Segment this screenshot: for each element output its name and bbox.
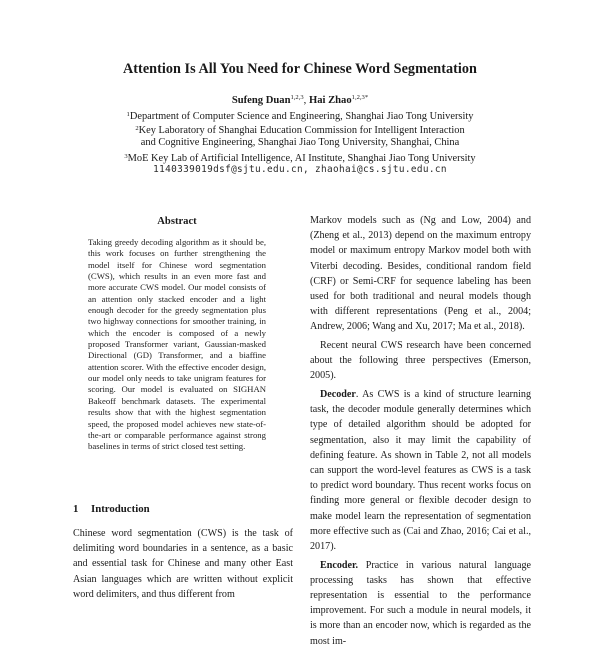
affiliation-text: and Cognitive Engineering, Shanghai Jiao Tong University, Shanghai, China	[140, 137, 460, 148]
author-affiliation-marker: 1,2,3	[290, 94, 304, 101]
affiliation-marker: 1	[126, 111, 130, 118]
body-paragraph: Markov models such as (Ng and Low, 2004) and (Zheng et al., 2013) depend on the maximum entropy model or maximum entropy Markov model both with Viterbi decoding. Besides, conditional random field (CRF) or Semi-CRF for sequence labeling has been used for both traditional and neural models though with different representations (Peng et al., 2004; Andrew, 2006; Wang and Xu, 2017; Ma et al., 2018).	[310, 215, 531, 333]
affiliation-text: MoE Key Lab of Artificial Intelligence, AI Institute, Shanghai Jiao Tong University	[127, 153, 476, 164]
affiliation-marker: 3	[124, 153, 128, 160]
author-line	[0, 94, 600, 106]
abstract-text: Taking greedy decoding algorithm as it should be, this work focuses on further strengthening the model itself for Chinese word segmentation (CWS), which results in an even more fast and more accurate CWS model. Our model consists of an attention only stacked encoder and a light enough decoder for the greedy segmentation plus two highway connections for smoother training, in which the encoder is composed of a newly proposed Transformer variant, Gaussian-masked Directional (GD) Transformer, and a biaffine attention scorer. With the effective encoder design, our model only needs to take unigram features for scoring. Our model is evaluated on SIGHAN Bakeoff benchmark datasets. The experimental results show that with the highest segmentation speed, the proposed model achieves new state-of-the-art or comparable performance against strong baselines in terms of strict closed test setting.	[88, 237, 266, 452]
affiliation-marker: 2	[135, 125, 139, 132]
abstract-heading: Abstract	[157, 216, 197, 227]
paper-title: Attention Is All You Need for Chinese Word Segmentation	[122, 61, 478, 77]
paragraph-text: Practice in various natural language processing tasks has shown that effective representation is essential to the performance improvement. For such a module in neural models, it is more than an encoder now, which is regarded as the most im-	[310, 559, 531, 647]
right-column	[310, 213, 531, 652]
body-paragraph-decoder	[310, 387, 531, 554]
body-paragraph-encoder	[310, 558, 531, 649]
body-paragraph: Recent neural CWS research have been concerned about the following three perspectives (Emerson, 2005).	[310, 340, 531, 382]
author-separator: ,	[303, 95, 309, 106]
affiliation-line	[0, 136, 600, 150]
paragraph-label: Encoder.	[320, 559, 359, 571]
affiliation-text: Key Laboratory of Shanghai Education Commission for Intelligent Interaction	[138, 125, 465, 136]
section-heading-introduction	[73, 503, 293, 515]
author-name: Sufeng Duan	[231, 95, 291, 106]
paragraph-text: . As CWS is a kind of structure learning task, the decoder module generally determines which type of detailed algorithm should be adopted for segmentation, also it may limit the capability of defining feature. As shown in Table 2, not all models can support the word-level features as CWS is a task to predict word boundary. Thus recent works focus on finding more general or flexible decoder design to make model learn the representation of segmentation more effective such as (Cai and Zhao, 2016; Cai et al., 2017).	[310, 389, 531, 553]
introduction-text: Chinese word segmentation (CWS) is the task of delimiting word boundaries in a sentence, as a basic and essential task for Chinese and many other East Asian languages which are written without explicit word delimiters, and thus different from	[73, 528, 293, 600]
affiliation-text: Department of Computer Science and Engineering, Shanghai Jiao Tong University	[129, 111, 474, 122]
paragraph-label: Decoder	[320, 389, 356, 401]
section-title: Introduction	[91, 503, 150, 515]
author-emails: 1140339019dsf@sjtu.edu.cn, zhaohai@cs.sjtu.edu.cn	[153, 164, 447, 175]
author-name: Hai Zhao	[308, 95, 352, 106]
section-number: 1	[73, 503, 79, 515]
author-affiliation-marker: 1,2,3*	[351, 94, 369, 101]
